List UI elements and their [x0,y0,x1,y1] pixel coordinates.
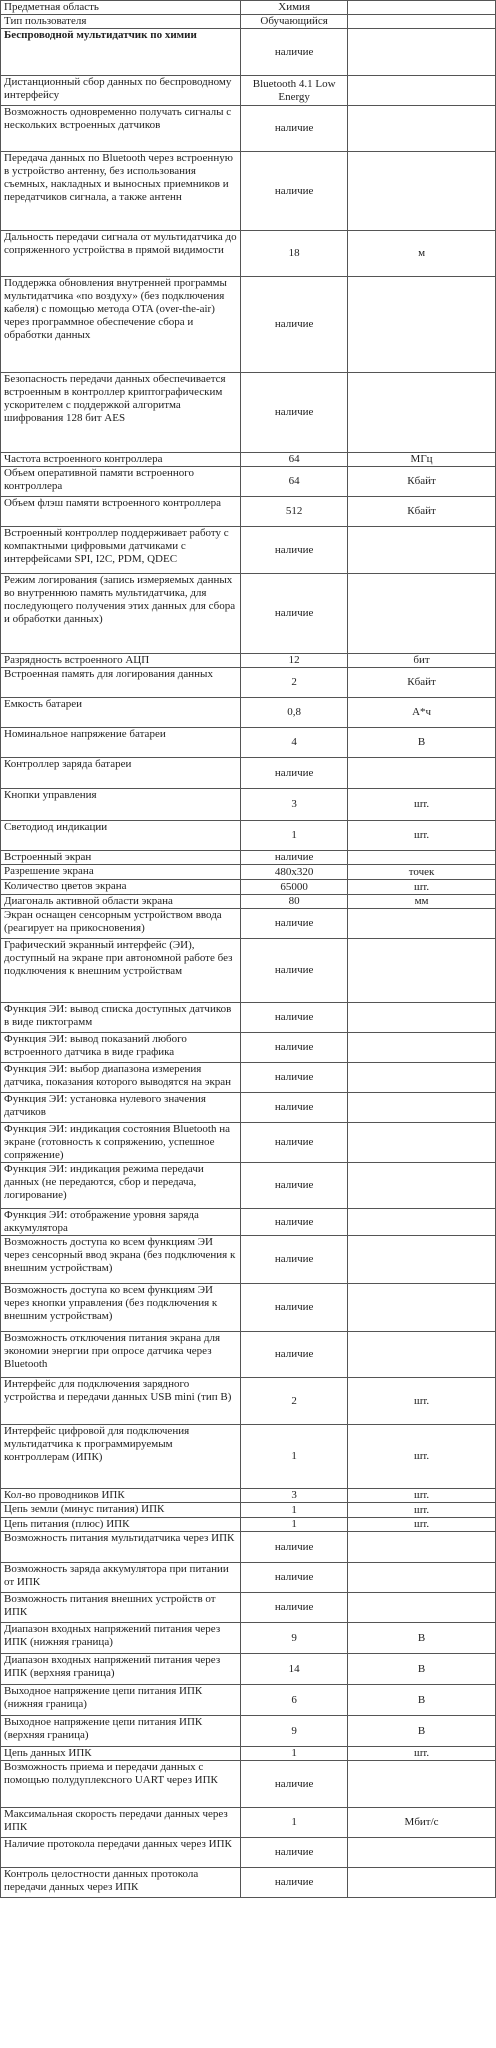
unit-cell: шт. [348,1425,496,1489]
parameter-cell: Кнопки управления [1,789,241,821]
spec-table-body [1,1,496,1898]
value-cell: наличие [241,1033,348,1063]
value-cell: 480x320 [241,865,348,880]
value-cell: 1 [241,1425,348,1489]
parameter-cell: Интерфейс для подключения зарядного устройства и передачи данных USB mini (тип B) [1,1378,241,1425]
value-cell: наличие [241,1209,348,1236]
table-row [1,758,496,789]
table-row [1,15,496,29]
value-cell: 1 [241,1747,348,1761]
table-row [1,1063,496,1093]
value-cell: 0,8 [241,698,348,728]
unit-cell [348,277,496,373]
parameter-cell: Максимальная скорость передачи данных через ИПК [1,1808,241,1838]
unit-cell [348,1593,496,1623]
value-cell: 1 [241,1518,348,1532]
unit-cell [348,574,496,654]
value-cell: наличие [241,373,348,453]
unit-cell: точек [348,865,496,880]
value-cell: наличие [241,1093,348,1123]
unit-cell: Кбайт [348,467,496,497]
parameter-cell: Встроенная память для логирования данных [1,668,241,698]
value-cell: 80 [241,895,348,909]
table-row [1,880,496,895]
parameter-cell: Безопасность передачи данных обеспечивается встроенным в контроллер криптографическим ускорителем с поддержкой алгоритма шифрования 128 бит AES [1,373,241,453]
table-row [1,668,496,698]
parameter-cell: Графический экранный интерфейс (ЭИ), доступный на экране при автономной работе без подключения к внешним устройствам [1,939,241,1003]
unit-cell [348,1,496,15]
parameter-cell: Встроенный контроллер поддерживает работу с компактными цифровыми датчиками с интерфейсами SPI, I2C, PDM, QDEC [1,527,241,574]
unit-cell: шт. [348,880,496,895]
unit-cell: Кбайт [348,668,496,698]
value-cell: наличие [241,1003,348,1033]
unit-cell [348,1236,496,1284]
table-row [1,231,496,277]
parameter-cell: Количество цветов экрана [1,880,241,895]
table-row [1,939,496,1003]
parameter-cell: Дистанционный сбор данных по беспроводному интерфейсу [1,76,241,106]
table-row [1,1332,496,1378]
parameter-cell: Светодиод индикации [1,821,241,851]
unit-cell: шт. [348,1518,496,1532]
table-row [1,1761,496,1808]
table-row [1,527,496,574]
unit-cell [348,1868,496,1898]
value-cell: 2 [241,1378,348,1425]
table-row [1,467,496,497]
parameter-cell: Функция ЭИ: индикация состояния Bluetooth на экране (готовность к сопряжению, успешное сопряжение) [1,1123,241,1163]
unit-cell: мм [348,895,496,909]
value-cell: 1 [241,1503,348,1518]
parameter-cell: Диапазон входных напряжений питания через ИПК (верхняя граница) [1,1654,241,1685]
unit-cell: В [348,1654,496,1685]
value-cell: наличие [241,1063,348,1093]
parameter-cell: Кол-во проводников ИПК [1,1489,241,1503]
table-row [1,654,496,668]
table-row [1,1093,496,1123]
value-cell: 65000 [241,880,348,895]
value-cell: наличие [241,1236,348,1284]
table-row [1,1623,496,1654]
table-row [1,1,496,15]
value-cell: наличие [241,851,348,865]
table-row [1,1747,496,1761]
value-cell: наличие [241,1593,348,1623]
parameter-cell: Наличие протокола передачи данных через ИПК [1,1838,241,1868]
table-row [1,789,496,821]
unit-cell: В [348,1716,496,1747]
parameter-cell: Разрешение экрана [1,865,241,880]
value-cell: 18 [241,231,348,277]
unit-cell [348,939,496,1003]
table-row [1,277,496,373]
table-row [1,1518,496,1532]
parameter-cell: Выходное напряжение цепи питания ИПК (верхняя граница) [1,1716,241,1747]
unit-cell [348,76,496,106]
parameter-cell: Предметная область [1,1,241,15]
value-cell: наличие [241,29,348,76]
value-cell: наличие [241,277,348,373]
unit-cell [348,851,496,865]
unit-cell: шт. [348,1489,496,1503]
table-row [1,851,496,865]
value-cell: 2 [241,668,348,698]
value-cell: наличие [241,527,348,574]
parameter-cell: Возможность приема и передачи данных с помощью полудуплексного UART через ИПК [1,1761,241,1808]
unit-cell [348,1284,496,1332]
parameter-cell: Встроенный экран [1,851,241,865]
value-cell: наличие [241,1532,348,1563]
parameter-cell: Функция ЭИ: вывод показаний любого встроенного датчика в виде графика [1,1033,241,1063]
value-cell: 1 [241,821,348,851]
parameter-cell: Емкость батареи [1,698,241,728]
parameter-cell: Возможность питания внешних устройств от ИПК [1,1593,241,1623]
parameter-cell: Цепь данных ИПК [1,1747,241,1761]
parameter-cell: Объем флэш памяти встроенного контроллера [1,497,241,527]
table-row [1,373,496,453]
unit-cell: А*ч [348,698,496,728]
parameter-cell: Дальность передачи сигнала от мультидатчика до сопряженного устройства в прямой видимости [1,231,241,277]
unit-cell [348,1838,496,1868]
table-row [1,1503,496,1518]
table-row [1,1593,496,1623]
table-row [1,895,496,909]
parameter-cell: Разрядность встроенного АЦП [1,654,241,668]
unit-cell: МГц [348,453,496,467]
value-cell: 3 [241,789,348,821]
value-cell: 12 [241,654,348,668]
parameter-cell: Выходное напряжение цепи питания ИПК (нижняя граница) [1,1685,241,1716]
table-row [1,29,496,76]
value-cell: наличие [241,152,348,231]
table-row [1,1425,496,1489]
unit-cell [348,1163,496,1209]
value-cell: наличие [241,939,348,1003]
value-cell: 14 [241,1654,348,1685]
value-cell: 64 [241,467,348,497]
value-cell: наличие [241,1563,348,1593]
table-row [1,1685,496,1716]
table-row [1,865,496,880]
parameter-cell: Диагональ активной области экрана [1,895,241,909]
table-row [1,1489,496,1503]
unit-cell: Кбайт [348,497,496,527]
unit-cell: В [348,1685,496,1716]
unit-cell [348,527,496,574]
parameter-cell: Контроллер заряда батареи [1,758,241,789]
unit-cell [348,1532,496,1563]
parameter-cell: Тип пользователя [1,15,241,29]
parameter-cell: Возможность питания мультидатчика через ИПК [1,1532,241,1563]
value-cell: 9 [241,1716,348,1747]
parameter-cell: Функция ЭИ: установка нулевого значения датчиков [1,1093,241,1123]
unit-cell: В [348,728,496,758]
value-cell: 64 [241,453,348,467]
value-cell: Обучающийся [241,15,348,29]
unit-cell [348,1003,496,1033]
value-cell: наличие [241,1838,348,1868]
unit-cell [348,1209,496,1236]
unit-cell: шт. [348,1378,496,1425]
unit-cell [348,106,496,152]
table-row [1,1563,496,1593]
value-cell: наличие [241,106,348,152]
table-row [1,909,496,939]
parameter-cell: Передача данных по Bluetooth через встроенную в устройство антенну, без использования съемных, накладных и выносных приемников и передатчиков сигнала, а также антенн [1,152,241,231]
value-cell: наличие [241,1868,348,1898]
value-cell: 512 [241,497,348,527]
unit-cell [348,152,496,231]
parameter-cell: Режим логирования (запись измеряемых данных во внутреннюю память мультидатчика, для последующего получения этих данных для сбора и обработки данных) [1,574,241,654]
parameter-cell: Функция ЭИ: вывод списка доступных датчиков в виде пиктограмм [1,1003,241,1033]
unit-cell [348,373,496,453]
value-cell: наличие [241,574,348,654]
parameter-cell: Номинальное напряжение батареи [1,728,241,758]
unit-cell [348,1033,496,1063]
table-row [1,76,496,106]
table-row [1,1532,496,1563]
parameter-cell: Цепь питания (плюс) ИПК [1,1518,241,1532]
parameter-cell: Интерфейс цифровой для подключения мультидатчика к программируемым контроллерам (ИПК) [1,1425,241,1489]
table-row [1,1003,496,1033]
unit-cell: В [348,1623,496,1654]
unit-cell [348,909,496,939]
table-row [1,1284,496,1332]
parameter-cell: Возможность одновременно получать сигналы с нескольких встроенных датчиков [1,106,241,152]
value-cell: 4 [241,728,348,758]
unit-cell: бит [348,654,496,668]
value-cell: 9 [241,1623,348,1654]
value-cell: наличие [241,758,348,789]
value-cell: Bluetooth 4.1 Low Energy [241,76,348,106]
parameter-cell: Беспроводной мультидатчик по химии [1,29,241,76]
value-cell: наличие [241,909,348,939]
table-row [1,1654,496,1685]
unit-cell [348,1063,496,1093]
unit-cell [348,1563,496,1593]
value-cell: 1 [241,1808,348,1838]
table-row [1,1838,496,1868]
unit-cell [348,1123,496,1163]
parameter-cell: Возможность заряда аккумулятора при питании от ИПК [1,1563,241,1593]
value-cell: наличие [241,1123,348,1163]
unit-cell [348,1761,496,1808]
table-row [1,1236,496,1284]
table-row [1,728,496,758]
unit-cell [348,15,496,29]
value-cell: наличие [241,1284,348,1332]
table-row [1,106,496,152]
table-row [1,698,496,728]
parameter-cell: Возможность доступа ко всем функциям ЭИ через кнопки управления (без подключения к внешним устройствам) [1,1284,241,1332]
unit-cell: шт. [348,789,496,821]
unit-cell: шт. [348,1503,496,1518]
table-row [1,1716,496,1747]
unit-cell: Мбит/с [348,1808,496,1838]
parameter-cell: Цепь земли (минус питания) ИПК [1,1503,241,1518]
parameter-cell: Поддержка обновления внутренней программы мультидатчика «по воздуху» (без подключения кабеля) с помощью метода OTA (over-the-air) через программное обеспечение сбора и обработки данных [1,277,241,373]
value-cell: наличие [241,1332,348,1378]
value-cell: наличие [241,1761,348,1808]
table-row [1,1868,496,1898]
table-row [1,152,496,231]
table-row [1,1033,496,1063]
table-row [1,1209,496,1236]
table-row [1,497,496,527]
parameter-cell: Возможность доступа ко всем функциям ЭИ через сенсорный ввод экрана (без подключения к внешним устройствам) [1,1236,241,1284]
table-row [1,821,496,851]
parameter-cell: Экран оснащен сенсорным устройством ввода (реагирует на прикосновения) [1,909,241,939]
parameter-cell: Частота встроенного контроллера [1,453,241,467]
unit-cell: шт. [348,821,496,851]
unit-cell [348,1093,496,1123]
parameter-cell: Функция ЭИ: отображение уровня заряда аккумулятора [1,1209,241,1236]
unit-cell: шт. [348,1747,496,1761]
unit-cell [348,758,496,789]
unit-cell [348,29,496,76]
unit-cell: м [348,231,496,277]
table-row [1,1163,496,1209]
table-row [1,453,496,467]
parameter-cell: Функция ЭИ: индикация режима передачи данных (не передаются, сбор и передача, логирование) [1,1163,241,1209]
unit-cell [348,1332,496,1378]
value-cell: 3 [241,1489,348,1503]
value-cell: наличие [241,1163,348,1209]
value-cell: 6 [241,1685,348,1716]
table-row [1,1123,496,1163]
parameter-cell: Контроль целостности данных протокола передачи данных через ИПК [1,1868,241,1898]
parameter-cell: Диапазон входных напряжений питания через ИПК (нижняя граница) [1,1623,241,1654]
table-row [1,1378,496,1425]
parameter-cell: Функция ЭИ: выбор диапазона измерения датчика, показания которого выводятся на экран [1,1063,241,1093]
parameter-cell: Объем оперативной памяти встроенного контроллера [1,467,241,497]
value-cell: Химия [241,1,348,15]
table-row [1,574,496,654]
parameter-cell: Возможность отключения питания экрана для экономии энергии при опросе датчика через Bluetooth [1,1332,241,1378]
table-row [1,1808,496,1838]
